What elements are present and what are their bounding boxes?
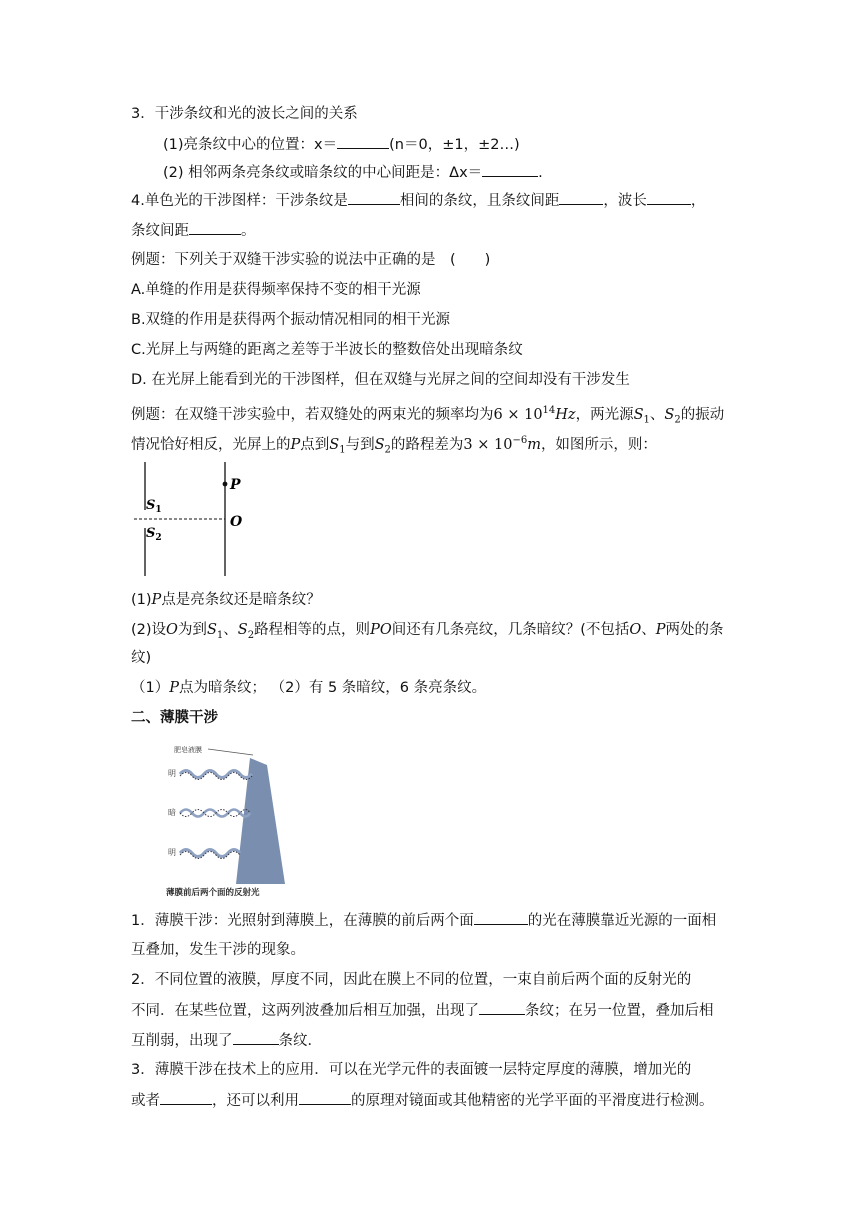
ex1-option-b: B.双缝的作用是获得两个振动情况相同的相干光源: [131, 312, 451, 328]
wave-bright-2b: [180, 852, 240, 859]
blank: [474, 910, 528, 925]
ex1-stem: 例题：下列关于双缝干涉实验的说法中正确的是 ( ): [131, 252, 491, 268]
point-p: [223, 482, 228, 487]
sec3-item1: (1)亮条纹中心的位置：x＝ (n＝0，±1，±2…): [163, 134, 520, 155]
ex2-question2: (2)设O为到$S_1$、$S_2$路程相等的点，则PO间还有几条亮纹，几条暗纹？(不包括O、P两处的条: [131, 622, 724, 641]
blank: [299, 1090, 351, 1105]
blank: [337, 134, 389, 149]
ex2-question1: (1)P点是亮条纹还是暗条纹？: [131, 592, 321, 608]
label-p: P: [230, 477, 241, 493]
wave-dark-a: [180, 810, 250, 817]
blank: [348, 190, 400, 205]
label-s1: $S_1$: [146, 498, 162, 515]
part2-title: 二、薄膜干涉: [131, 710, 218, 726]
ex1-option-c: C.光屏上与两缝的距离之差等于半波长的整数倍处出现暗条纹: [131, 342, 523, 358]
sec3-title: 3．干涉条纹和光的波长之间的关系: [131, 106, 358, 122]
wave-bright-2a: [180, 850, 240, 857]
ex2-answer: （1）P点为暗条纹； （2）有 5 条暗纹，6 条亮条纹。: [131, 680, 487, 696]
p3-line2: 或者 ，还可以利用 的原理对镜面或其他精密的光学平面的平滑度进行检测。: [131, 1090, 714, 1111]
ex2-question2-cont: 纹): [131, 650, 152, 666]
bright-label-1: 明: [168, 769, 176, 778]
sec4-line1: 4.单色光的干涉图样：干涉条纹是 相间的条纹，且条纹间距 ，波长 ，: [131, 190, 705, 211]
blank: [479, 1000, 525, 1015]
ex1-option-d: D. 在光屏上能看到光的干涉图样，但在双缝与光屏之间的空间却没有干涉发生: [131, 372, 630, 388]
label-s2: $S_2$: [146, 526, 162, 543]
sec4-line2: 条纹间距 。: [131, 220, 256, 241]
p2-line2: 不同．在某些位置，这两列波叠加后相互加强，出现了 条纹；在另一位置，叠加后相: [131, 1000, 714, 1021]
p1-line2: 互叠加，发生干涉的现象。: [131, 942, 305, 958]
blank: [233, 1030, 279, 1045]
double-slit-diagram: [128, 458, 258, 582]
p2-line3: 互削弱，出现了 条纹．: [131, 1030, 322, 1051]
film-label: 肥皂液膜: [174, 746, 202, 754]
label-o: O: [230, 514, 243, 530]
blank: [482, 162, 538, 177]
dark-label: 暗: [168, 808, 176, 817]
diagram-caption: 薄膜前后两个面的反射光: [166, 888, 260, 898]
sec3-item2: (2) 相邻两条亮条纹或暗条纹的中心间距是：Δx＝ .: [163, 162, 543, 183]
blank: [647, 190, 691, 205]
ex1-option-a: A.单缝的作用是获得频率保持不变的相干光源: [131, 282, 421, 298]
p1-line1: 1．薄膜干涉：光照射到薄膜上，在薄膜的前后两个面 的光在薄膜靠近光源的一面相: [131, 910, 716, 931]
blank: [189, 220, 241, 235]
bright-label-2: 明: [168, 848, 176, 857]
ex2-line1: 例题：在双缝干涉实验中，若双缝处的两束光的频率均为$6 \times 10^{14}Hz$，两光源$S_1$、$S_2$的振动: [131, 405, 725, 426]
blank: [160, 1090, 212, 1105]
thin-film-diagram: [160, 738, 290, 898]
p2-line1: 2．不同位置的液膜，厚度不同，因此在膜上不同的位置，一束自前后两个面的反射光的: [131, 972, 692, 988]
ex2-line2: 情况恰好相反，光屏上的P点到$S_1$与到$S_2$的路程差为$3 \times 10^{-6}m$，如图所示，则：: [131, 435, 657, 456]
film-pointer: [208, 749, 253, 755]
blank: [559, 190, 603, 205]
p3-line1: 3．薄膜干涉在技术上的应用．可以在光学元件的表面镀一层特定厚度的薄膜，增加光的: [131, 1062, 692, 1078]
